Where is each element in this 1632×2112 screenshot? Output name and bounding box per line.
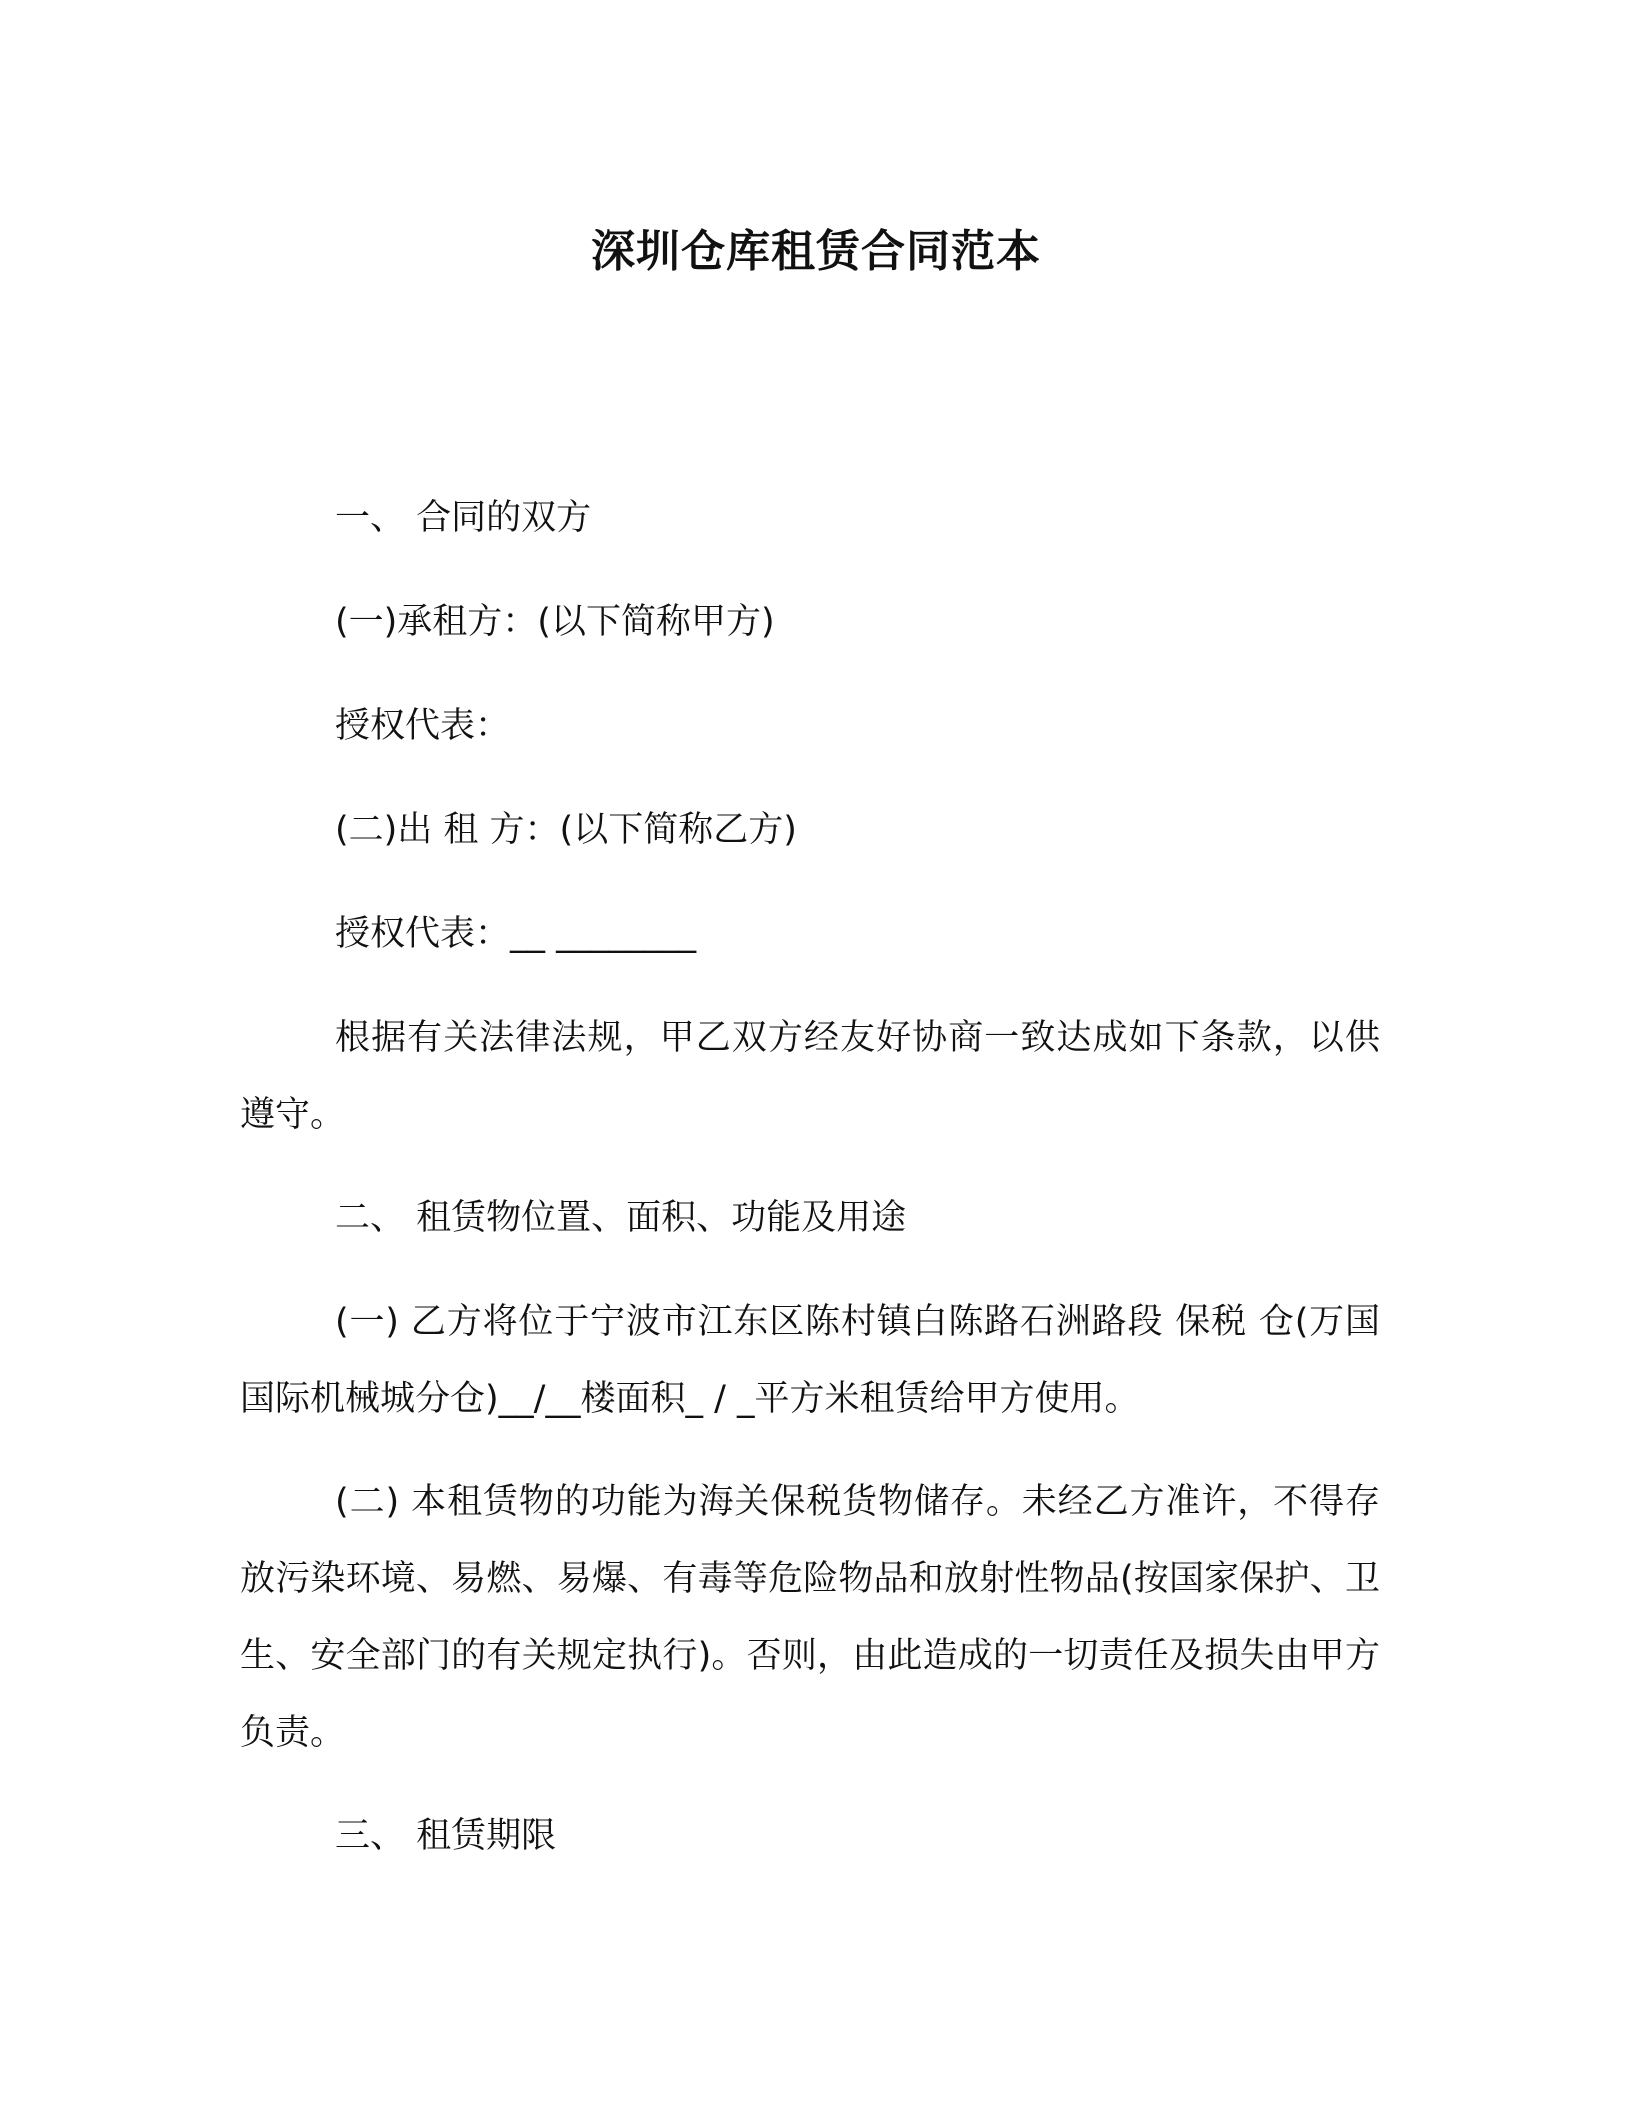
party-b-line: (二)出 租 方：(以下简称乙方) xyxy=(335,810,797,850)
party-a-line: (一)承租方：(以下简称甲方) xyxy=(335,602,775,642)
section-3-heading: 三、 租赁期限 xyxy=(335,1816,557,1856)
section-2-heading: 二、 租赁物位置、面积、功能及用途 xyxy=(335,1198,907,1238)
section-1-heading: 一、 合同的双方 xyxy=(335,498,592,538)
preamble-paragraph: 根据有关法律法规，甲乙双方经友好协商一致达成如下条款，以供遵守。 xyxy=(240,1018,1380,1135)
party-b-representative: 授权代表：__ ________ xyxy=(335,914,697,954)
clause-2-1-paragraph: (一) 乙方将位于宁波市江东区陈村镇白陈路石洲路段 保税 仓(万国国际机械城分仓)__/__楼面积_ / _平方米租赁给甲方使用。 xyxy=(240,1302,1380,1419)
party-a-representative: 授权代表： xyxy=(335,706,511,746)
clause-2-2-paragraph: (二) 本租赁物的功能为海关保税货物储存。未经乙方准许，不得存放污染环境、易燃、易爆、有毒等危险物品和放射性物品(按国家保护、卫生、安全部门的有关规定执行)。否则，由此造成的一切责任及损失由甲方负责。 xyxy=(240,1482,1380,1753)
document-title: 深圳仓库租赁合同范本 xyxy=(591,226,1041,277)
